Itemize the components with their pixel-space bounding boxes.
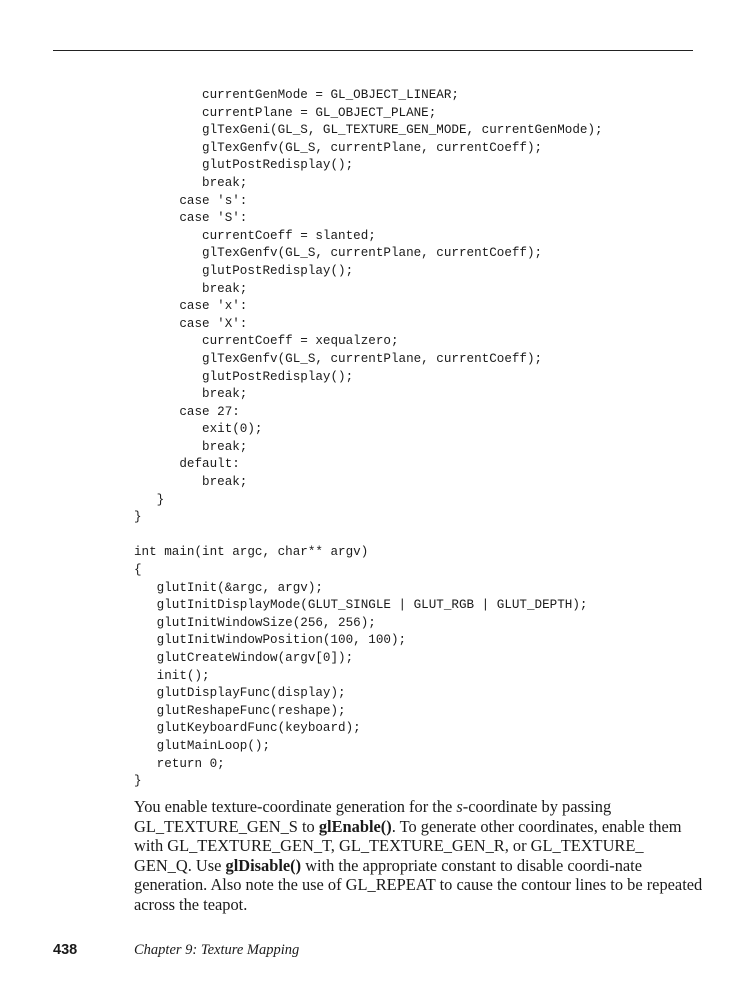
code-line: default: xyxy=(134,457,240,472)
chapter-title: Chapter 9: Texture Mapping xyxy=(134,942,300,958)
paragraph-text: . To generate other coordinates, enable them with GL_TEXTURE_GEN_T, GL_TEXTURE_GEN_R, or GL_TEXTURE_ GEN_Q. Use xyxy=(134,816,682,875)
code-line: } xyxy=(134,510,142,525)
code-line: glutInitWindowPosition(100, 100); xyxy=(134,633,407,648)
code-line: glutCreateWindow(argv[0]); xyxy=(134,651,354,665)
code-line: glTexGenfv(GL_S, currentPlane, currentCoeff); xyxy=(134,246,543,261)
code-line: { xyxy=(134,563,142,578)
code-line: glutDisplayFunc(display); xyxy=(134,686,346,701)
code-line: glutInitWindowSize(256, 256); xyxy=(134,615,376,630)
paragraph-text: -coordinate by passing GL_TEXTURE_GEN_S to xyxy=(134,797,612,836)
paragraph-text: with the appropriate constant to disable coordi-nate generation. Also note the use of GL_REPEAT to cause the contour lines to be repeated across the teapot. xyxy=(134,855,703,914)
code-line: glutKeyboardFunc(keyboard); xyxy=(134,721,361,736)
code-line: glutPostRedisplay(); xyxy=(134,369,354,384)
code-line: exit(0); xyxy=(134,422,263,437)
code-line: case 'X': xyxy=(134,316,248,331)
glenable-function: glEnable() xyxy=(318,816,392,836)
code-line: return 0; xyxy=(134,756,225,771)
code-listing xyxy=(134,87,603,791)
code-line: currentCoeff = xequalzero; xyxy=(134,334,399,349)
code-line: glTexGeni(GL_S, GL_TEXTURE_GEN_MODE, currentGenMode); xyxy=(134,123,603,138)
body-paragraph xyxy=(134,797,704,915)
code-line: break; xyxy=(134,387,248,402)
header-rule xyxy=(53,50,693,51)
code-line: break; xyxy=(134,281,248,296)
page-number: 438 xyxy=(53,942,78,958)
code-line: glutReshapeFunc(reshape); xyxy=(134,703,346,718)
code-line: break; xyxy=(134,175,248,190)
code-line: glutInitDisplayMode(GLUT_SINGLE | GLUT_RGB | GLUT_DEPTH); xyxy=(134,598,588,613)
code-line: } xyxy=(134,492,165,507)
code-line: glutMainLoop(); xyxy=(134,738,271,753)
code-line: } xyxy=(134,774,142,789)
code-line: currentPlane = GL_OBJECT_PLANE; xyxy=(134,105,437,120)
code-line: glTexGenfv(GL_S, currentPlane, currentCoeff); xyxy=(134,351,543,366)
code-line xyxy=(134,527,603,545)
code-line: case 'x': xyxy=(134,299,248,314)
code-line: glutPostRedisplay(); xyxy=(134,263,354,278)
code-line: glutInit(&argc, argv); xyxy=(134,580,323,595)
code-line: case 's': xyxy=(134,193,248,208)
code-line: glTexGenfv(GL_S, currentPlane, currentCoeff); xyxy=(134,140,543,155)
s-coordinate-italic: s xyxy=(456,797,463,816)
code-line: break; xyxy=(134,475,248,490)
code-line: currentGenMode = GL_OBJECT_LINEAR; xyxy=(134,88,459,102)
code-line: init(); xyxy=(134,668,210,683)
code-line: case 'S': xyxy=(134,211,248,226)
code-line: break; xyxy=(134,439,248,454)
code-line: glutPostRedisplay(); xyxy=(134,158,354,173)
code-line: int main(int argc, char** argv) xyxy=(134,545,369,560)
code-line: case 27: xyxy=(134,404,240,419)
code-line: currentCoeff = slanted; xyxy=(134,228,376,243)
gldisable-function: glDisable() xyxy=(225,855,302,875)
paragraph-text: You enable texture-coordinate generation for the xyxy=(134,797,457,816)
